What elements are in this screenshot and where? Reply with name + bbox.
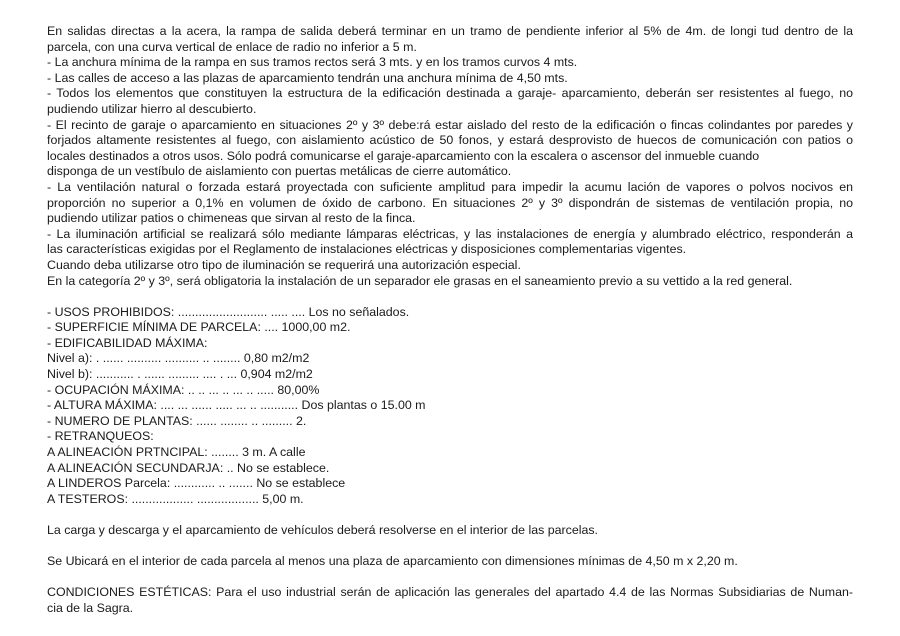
grease-separator-paragraph: [47, 274, 853, 290]
param-alineacion-secundaria: A ALINEACIÓN SECUNDARJA: .. No se establece.: [47, 460, 330, 475]
text-line: pudiendo utilizar hierro al descubierto.: [47, 101, 257, 116]
text-line: disponga de un vestíbulo de aislamiento con puertas metálicas de cierre automático.: [47, 164, 512, 179]
parking-space-paragraph: Se Ubicará en el interior de cada parcela al menos una plaza de aparcamiento con dimensiones mínimas de 4,50 m x 2,20 m.: [47, 554, 738, 569]
text-line: - Las calles de acceso a las plazas de aparcamiento tendrán una anchura mínima de 4,50 mts.: [47, 70, 568, 85]
text-line: CONDICIONES ESTÉTICAS: Para el uso industrial serán de aplicación las generales del apartado 4.4 de las Normas Subsidiarias de Numan-: [47, 585, 853, 600]
param-ocupacion: - OCUPACIÓN MÁXIMA: .. .. ... .. ... .. ..... 80,00%: [47, 382, 320, 397]
bullet-fire-resistance: [47, 86, 853, 117]
document-page: [47, 24, 853, 617]
param-linderos: A LINDEROS Parcela: ............ .. ....... No se establece: [47, 476, 346, 491]
text-line: - La anchura mínima de la rampa en sus tramos rectos será 3 mts. y en los tramos curvos 4 mts.: [47, 55, 578, 70]
param-numero-plantas: - NUMERO DE PLANTAS: ...... ........ .. ......... 2.: [47, 413, 307, 428]
param-retranqueos: - RETRANQUEOS:: [47, 429, 154, 444]
bullet-garage-enclosure: [47, 118, 853, 180]
text-line: cia de la Sagra.: [47, 600, 134, 615]
param-nivel-a: Nivel a): . ...... .......... .......... .. ........ 0,80 m2/m2: [47, 351, 310, 366]
spacer: [47, 289, 853, 305]
bullet-ventilation: [47, 180, 853, 227]
param-alineacion-principal: A ALINEACIÓN PRTNCIPAL: ........ 3 m. A calle: [47, 445, 306, 460]
text-line: proporción no superior a 0,1% en volumen de óxido de carbono. En situaciones 2º y 3º dispondrán de sistemas de ventilación propia, no: [47, 195, 853, 210]
bullet-lighting: [47, 227, 853, 274]
param-usos-prohibidos: - USOS PROHIBIDOS: .......................... ..... .... Los no señalados.: [47, 304, 410, 319]
param-superficie-minima: - SUPERFICIE MÍNIMA DE PARCELA: .... 1000,00 m2.: [47, 320, 351, 335]
text-line: parcela, con una curva vertical de enlace de radio no inferior a 5 m.: [47, 39, 417, 54]
text-line: Cuando deba utilizarse otro tipo de iluminación se requerirá una autorización especial.: [47, 257, 521, 272]
text-line: En salidas directas a la acera, la rampa de salida deberá terminar en un tramo de pendiente inferior al 5% de 4m. de longi tud dentro de la: [47, 24, 853, 38]
spacer: [47, 507, 853, 523]
text-line: - El recinto de garaje o aparcamiento en situaciones 2º y 3º debe:rá estar aislado del resto de la edificación o fincas colindantes por paredes y: [47, 117, 853, 132]
text-line: - La iluminación artificial se realizará sólo mediante lámparas eléctricas, y las instalaciones de energía y alumbrado eléctrico, responderán a: [47, 226, 853, 241]
bullet-ramp-width: [47, 55, 853, 71]
bullet-access-streets: [47, 71, 853, 87]
param-nivel-b: Nivel b): ........... . ...... ......... .... . ... 0,904 m2/m2: [47, 367, 313, 382]
ramp-exit-paragraph: [47, 24, 853, 55]
aesthetic-conditions-paragraph: [47, 585, 853, 616]
spacer: [47, 570, 853, 586]
text-line: pudiendo utilizar patios o chimeneas que sirvan al resto de la finca.: [47, 211, 416, 226]
loading-paragraph: La carga y descarga y el aparcamiento de vehículos deberá resolverse en el interior de las parcelas.: [47, 523, 599, 537]
param-testeros: A TESTEROS: .................. .................. 5,00 m.: [47, 491, 304, 506]
text-line: - La ventilación natural o forzada estará proyectada con suficiente amplitud para impedir la acumu lación de vapores o polvos nocivos en: [47, 179, 853, 194]
param-edificabilidad: - EDIFICABILIDAD MÁXIMA:: [47, 335, 208, 350]
param-altura: - ALTURA MÁXIMA: .... ... ...... ..... ... .. ........... Dos plantas o 15.00 m: [47, 398, 426, 413]
parameters-list: [47, 305, 853, 508]
text-line: las características exigidas por el Reglamento de instalaciones eléctricas y disposiciones complementarias vigentes.: [47, 242, 687, 257]
spacer: [47, 539, 853, 555]
text-line: locales destinados a otros usos. Sólo podrá comunicarse el garaje-aparcamiento con la escalera o ascensor del inmueble cuando: [47, 148, 760, 163]
text-line: En la categoría 2º y 3º, será obligatoria la instalación de un separador ele grasas en el saneamiento previo a su vettido a la red general.: [47, 273, 793, 288]
text-line: forjados altamente resistentes al fuego, con aislamiento acústico de 50 fonos, y estará desprovisto de huecos de comunicación con patios o: [47, 133, 853, 148]
text-line: - Todos los elementos que constituyen la estructura de la edificación destinada a garaje- aparcamiento, deberán ser resistentes al fuego, no: [47, 86, 853, 101]
